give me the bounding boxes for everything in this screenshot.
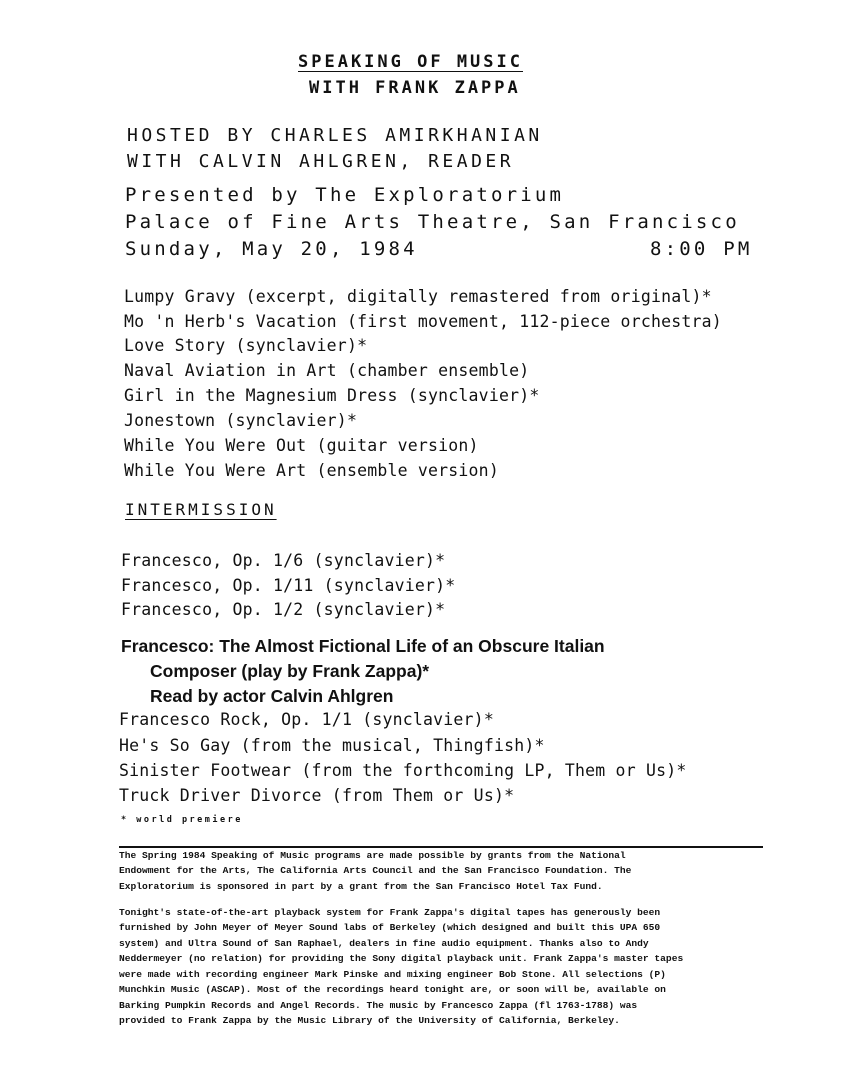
program-item: Francesco, Op. 1/6 (synclavier)* <box>121 551 446 570</box>
footnote: * world premiere <box>121 815 243 825</box>
intermission-heading: INTERMISSION <box>125 500 277 519</box>
program-item: While You Were Art (ensemble version) <box>124 461 499 480</box>
program-item: Truck Driver Divorce (from Them or Us)* <box>119 786 515 805</box>
event-date: Sunday, May 20, 1984 <box>125 238 418 260</box>
presenter-line: Presented by The Exploratorium <box>125 184 565 206</box>
page-title: SPEAKING OF MUSIC <box>298 52 523 72</box>
credits-line: furnished by John Meyer of Meyer Sound labs of Berkeley (which designed and built this UPA 650 <box>119 922 661 933</box>
credits-line: Exploratorium is sponsored in part by a grant from the San Francisco Hotel Tax Fund. <box>119 881 603 892</box>
reader-line: WITH CALVIN AHLGREN, READER <box>127 151 515 172</box>
feature-reader: Read by actor Calvin Ahlgren <box>150 686 394 706</box>
program-item: Francesco Rock, Op. 1/1 (synclavier)* <box>119 710 494 729</box>
program-item: Lumpy Gravy (excerpt, digitally remastered from original)* <box>124 287 712 306</box>
program-item: Jonestown (synclavier)* <box>124 411 358 430</box>
event-time: 8:00 PM <box>650 238 753 260</box>
credits-line: provided to Frank Zappa by the Music Library of the University of California, Berkeley. <box>119 1015 620 1026</box>
venue-line: Palace of Fine Arts Theatre, San Francisco <box>125 211 740 233</box>
credits-line: Tonight's state-of-the-art playback system for Frank Zappa's digital tapes has generously been <box>119 907 661 918</box>
credits-line: Barking Pumpkin Records and Angel Records. The music by Francesco Zappa (fl 1763-1788) was <box>119 1000 638 1011</box>
program-item: He's So Gay (from the musical, Thingfish)* <box>119 736 545 755</box>
credits-line: system) and Ultra Sound of San Raphael, dealers in fine audio equipment. Thanks also to Andy <box>119 938 649 949</box>
program-item: Love Story (synclavier)* <box>124 336 368 355</box>
program-item: Naval Aviation in Art (chamber ensemble) <box>124 361 530 380</box>
feature-subtitle: Composer (play by Frank Zappa)* <box>150 661 430 681</box>
program-item: Mo 'n Herb's Vacation (first movement, 112-piece orchestra) <box>124 312 722 331</box>
credits-line: The Spring 1984 Speaking of Music programs are made possible by grants from the National <box>119 850 626 861</box>
host-line: HOSTED BY CHARLES AMIRKHANIAN <box>127 125 543 146</box>
credits-line: Endowment for the Arts, The California Arts Council and the San Francisco Foundation. The <box>119 865 632 876</box>
credits-line: were made with recording engineer Mark Pinske and mixing engineer Bob Stone. All selections (P) <box>119 969 666 980</box>
program-item: Sinister Footwear (from the forthcoming LP, Them or Us)* <box>119 761 687 780</box>
feature-title: Francesco: The Almost Fictional Life of an Obscure Italian <box>121 636 605 656</box>
program-item: While You Were Out (guitar version) <box>124 436 479 455</box>
program-item: Girl in the Magnesium Dress (synclavier)* <box>124 386 540 405</box>
program-item: Francesco, Op. 1/2 (synclavier)* <box>121 600 446 619</box>
credits-line: Munchkin Music (ASCAP). Most of the recordings heard tonight are, or soon will be, available on <box>119 984 666 995</box>
page-subtitle: WITH FRANK ZAPPA <box>309 78 521 98</box>
credits-line: Neddermeyer (no relation) for providing the Sony digital playback unit. Frank Zappa's master tapes <box>119 953 684 964</box>
program-item: Francesco, Op. 1/11 (synclavier)* <box>121 576 456 595</box>
